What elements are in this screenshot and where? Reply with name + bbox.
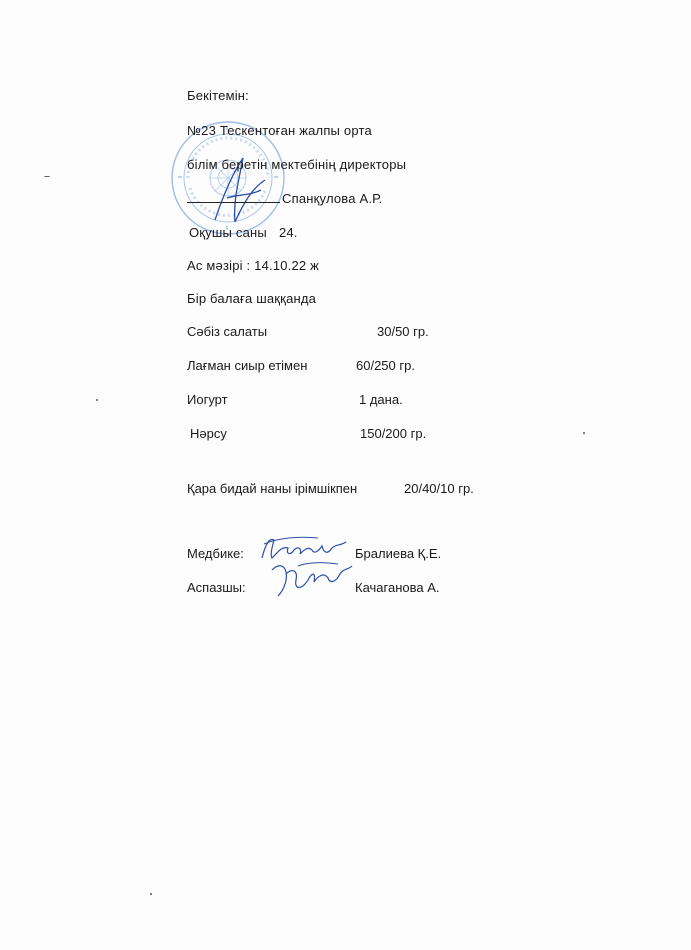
- menu-date: Ас мәзірі : 14.10.22 ж: [187, 258, 320, 273]
- scan-speck: [150, 893, 152, 895]
- cook-signature-icon: [268, 560, 358, 600]
- cook-name: Качаганова А.: [355, 580, 440, 595]
- director-name: Спанқулова А.Р.: [282, 191, 383, 206]
- menu-item-name: Қара бидай наны ірімшікпен: [187, 481, 358, 496]
- director-row: [187, 191, 382, 206]
- per-child-label: Бір балаға шаққанда: [187, 291, 317, 306]
- students-row: [189, 225, 298, 240]
- medic-name: Бралиева Қ.Е.: [355, 546, 442, 561]
- menu-item-name: Сәбіз салаты: [187, 324, 268, 339]
- menu-item-qty: 150/200 гр.: [360, 426, 427, 441]
- approve-label: Бекітемін:: [187, 88, 249, 103]
- menu-item-name: Лағман сиыр етімен: [187, 358, 308, 373]
- students-count: 24.: [278, 225, 298, 240]
- medic-label: Медбике:: [187, 546, 244, 561]
- scan-speck: [96, 399, 98, 401]
- menu-item-name: Иогурт: [187, 392, 228, 407]
- scan-speck: [44, 176, 50, 177]
- menu-item-qty: 30/50 гр.: [377, 324, 429, 339]
- school-name-line2: білім беретін мектебінің директоры: [187, 157, 407, 172]
- menu-item-name: Нәрсу: [190, 426, 227, 441]
- scan-speck: [583, 432, 585, 434]
- menu-item-qty: 60/250 гр.: [356, 358, 415, 373]
- menu-item-qty: 1 дана.: [359, 392, 403, 407]
- signature-blank: [187, 202, 280, 203]
- school-name-line1: №23 Тескентоған жалпы орта: [187, 123, 372, 138]
- menu-item-qty: 20/40/10 гр.: [404, 481, 474, 496]
- cook-label: Аспазшы:: [187, 580, 246, 595]
- students-label: Оқушы саны: [189, 225, 267, 240]
